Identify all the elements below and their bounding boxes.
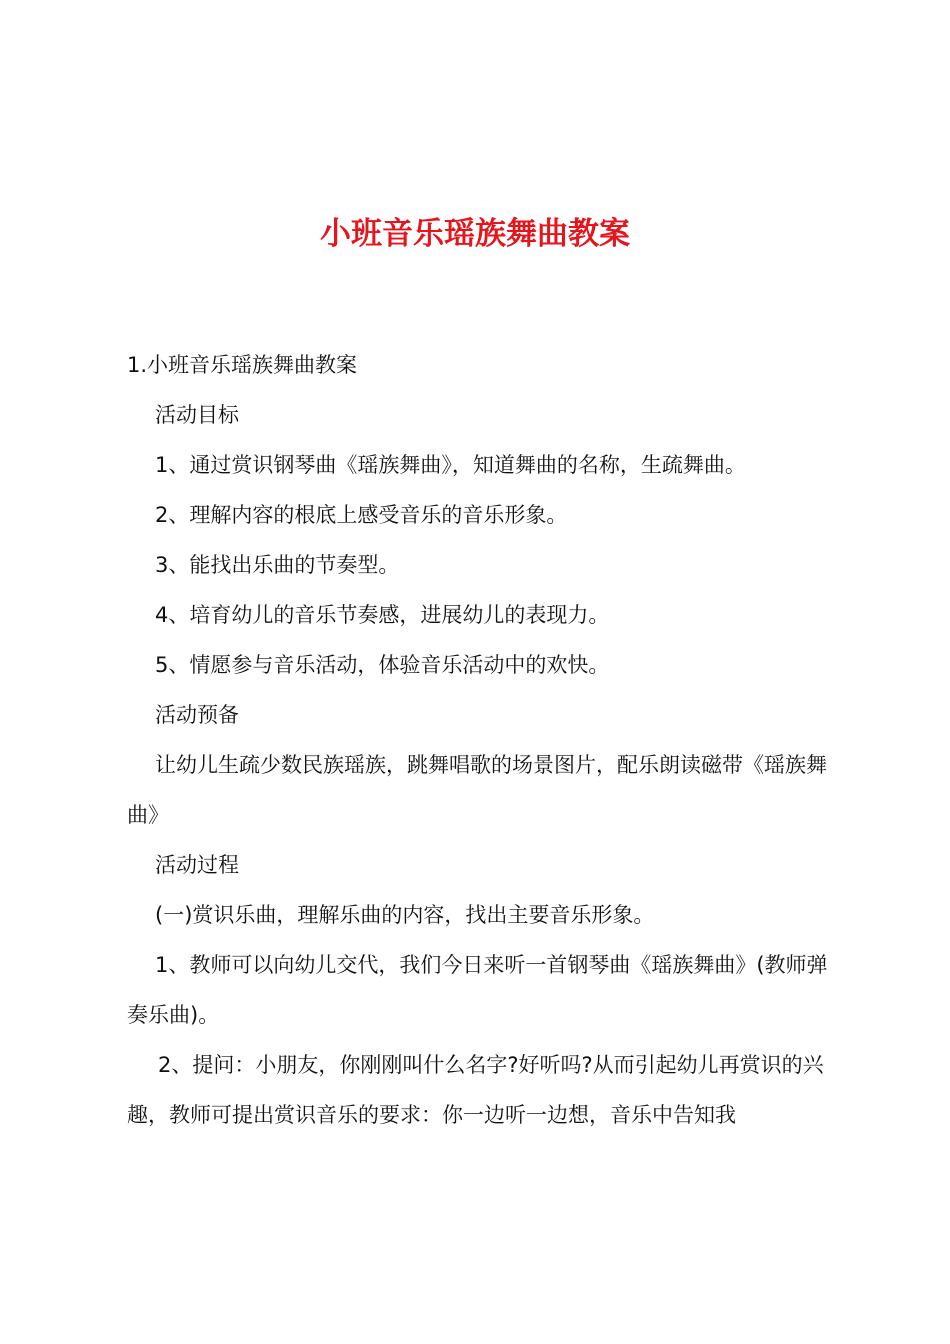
goal-item-2: 2、理解内容的根底上感受音乐的音乐形象。 [155,503,568,527]
document-title: 小班音乐瑶族舞曲教案 [320,216,630,252]
process-item-1: 1、教师可以向幼儿交代，我们今日来听一首钢琴曲《瑶族舞曲》(教师弹奏乐曲)。 [127,953,828,1027]
process-step: (一)赏识乐曲，理解乐曲的内容，找出主要音乐形象。 [155,903,655,927]
process-heading: 活动过程 [155,853,239,877]
goal-item-1: 1、通过赏识钢琴曲《瑶族舞曲》，知道舞曲的名称，生疏舞曲。 [155,453,746,477]
goal-item-4: 4、培育幼儿的音乐节奏感，进展幼儿的表现力。 [155,603,610,627]
goal-item-3: 3、能找出乐曲的节奏型。 [155,553,400,577]
document-body [127,340,833,1140]
process-item-2: 2、提问：小朋友，你刚刚叫什么名字?好听吗?从而引起幼儿再赏识的兴趣，教师可提出赏识音乐的要求：你一边听一边想，音乐中告知我 [127,1053,824,1127]
prep-text: 让幼儿生疏少数民族瑶族，跳舞唱歌的场景图片，配乐朗读磁带《瑶族舞曲》 [127,753,827,827]
prep-heading: 活动预备 [155,703,239,727]
goal-item-5: 5、情愿参与音乐活动，体验音乐活动中的欢快。 [155,653,610,677]
goals-heading: 活动目标 [155,403,239,427]
section-heading: 1.小班音乐瑶族舞曲教案 [127,353,358,377]
